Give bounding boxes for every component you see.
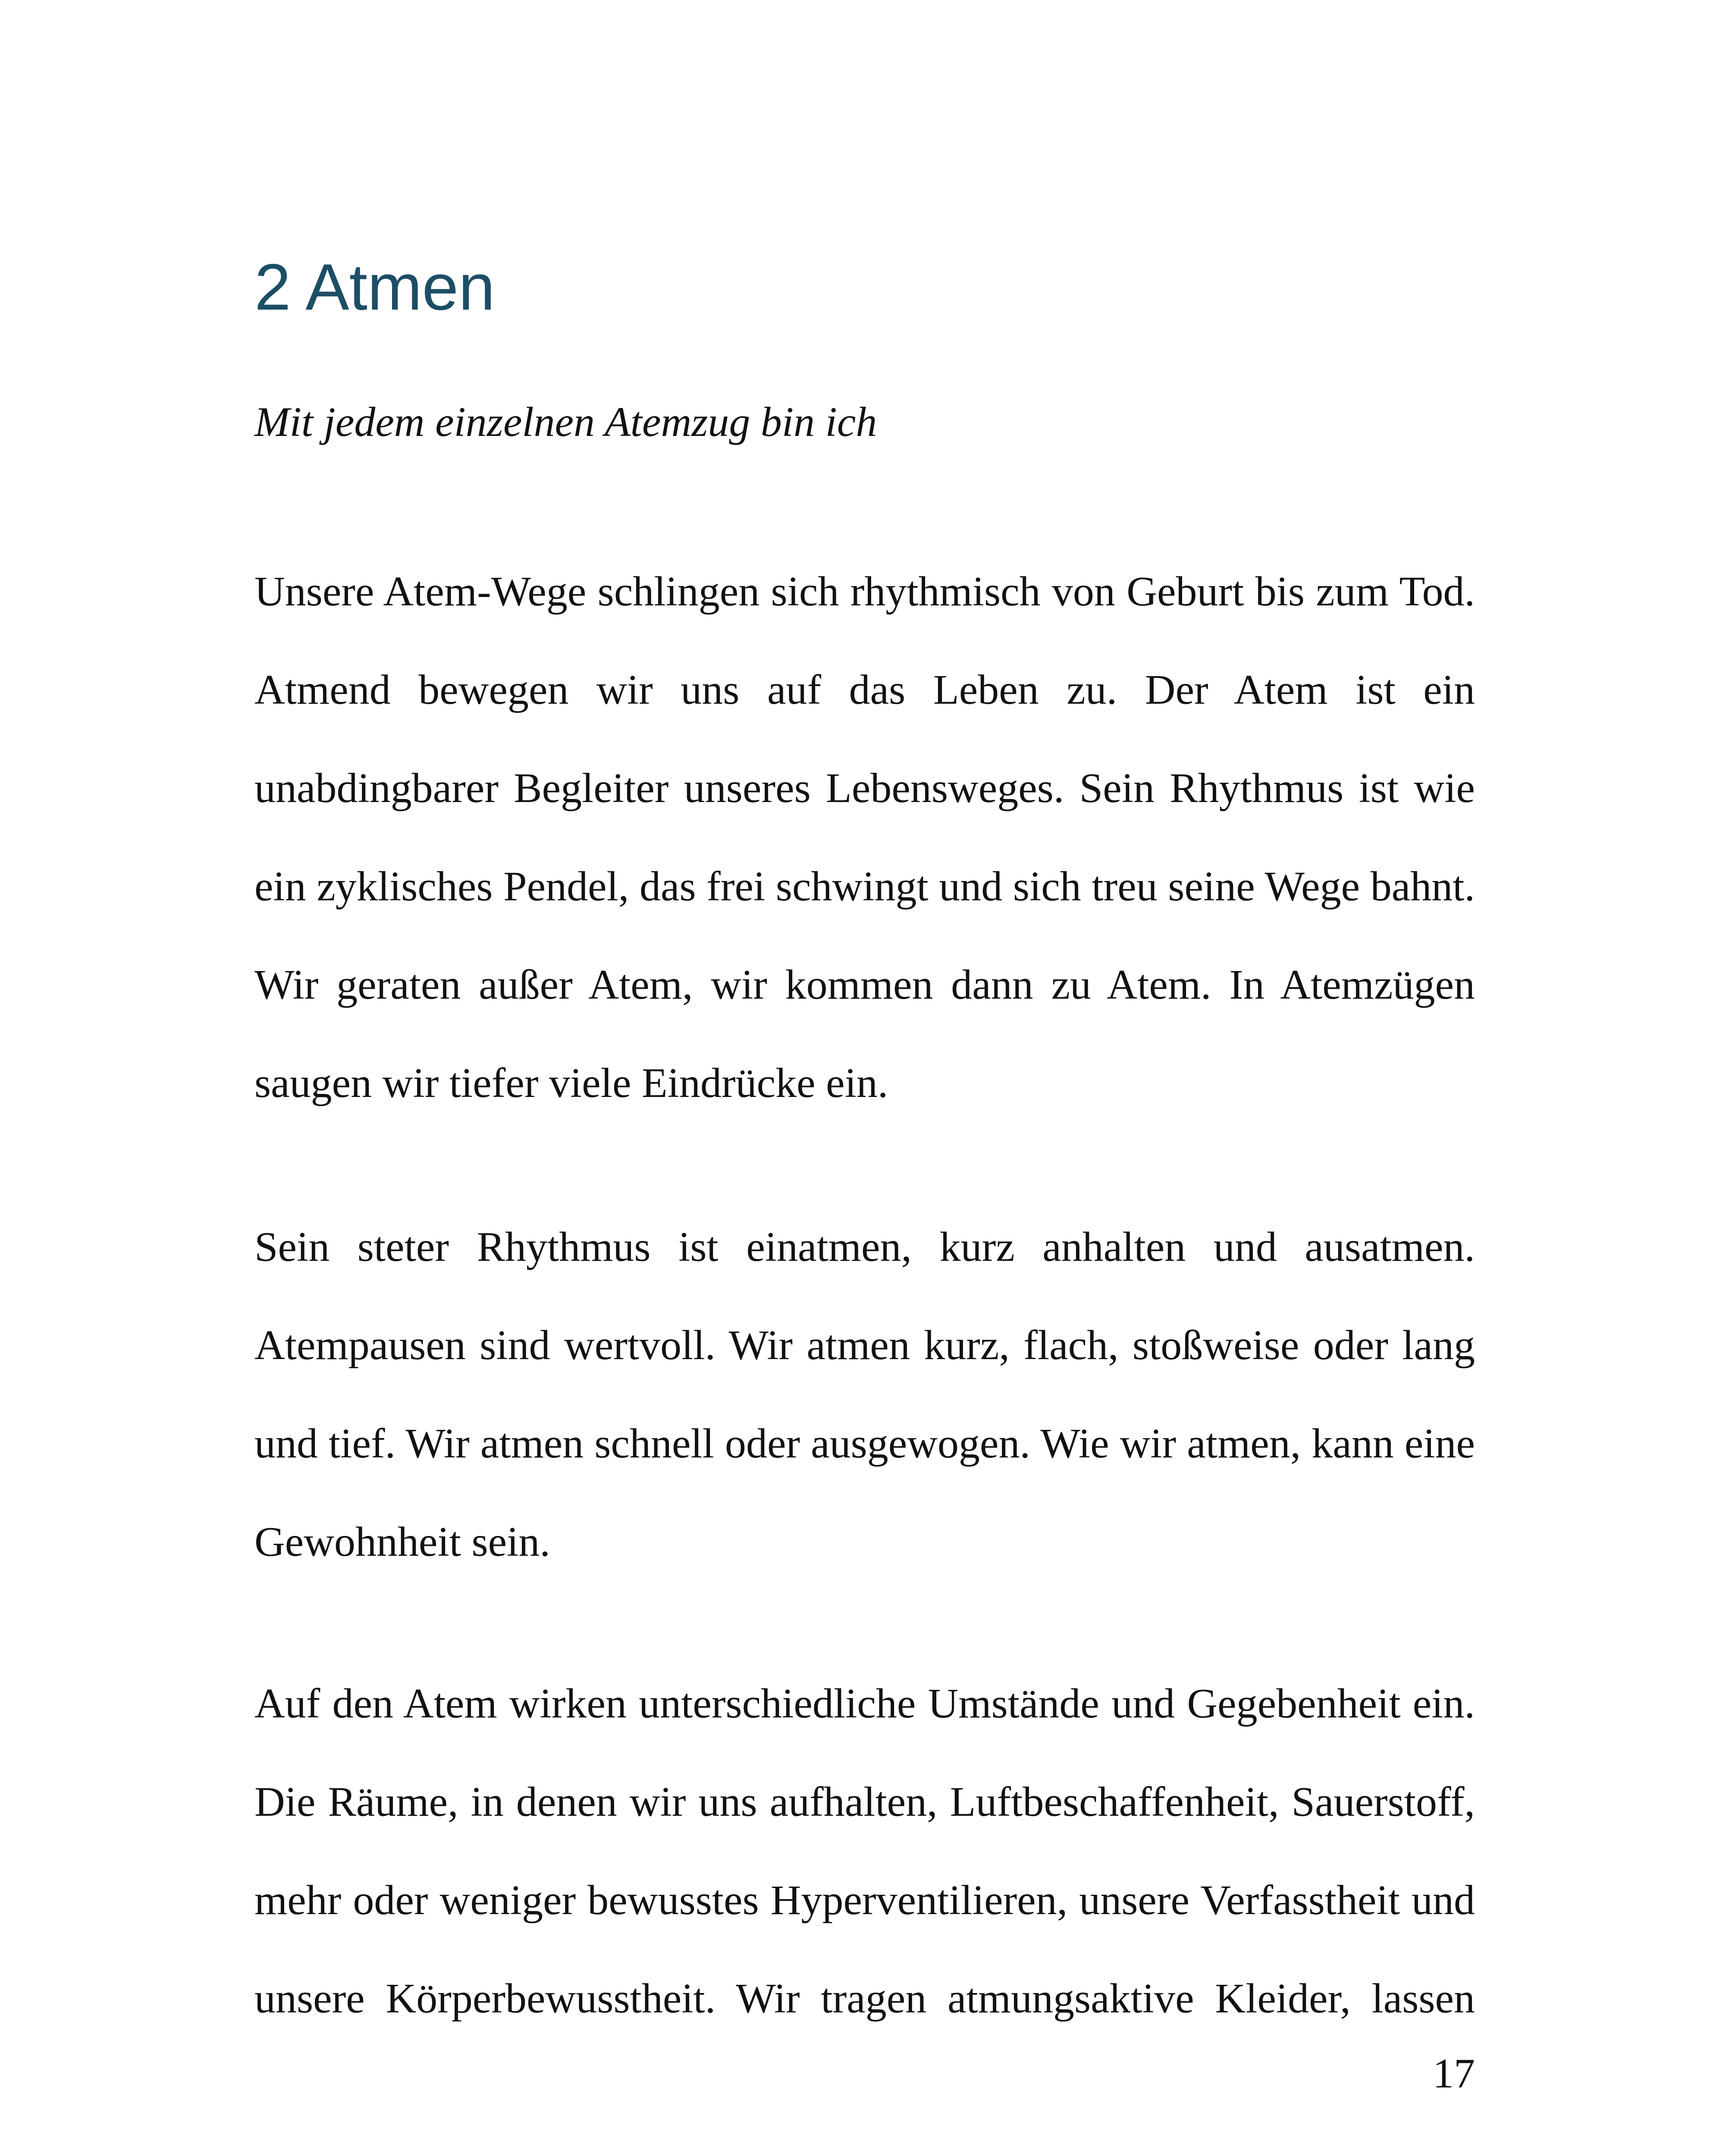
text-line: mehr oder weniger bewusstes Hyperventilieren, unsere Verfasstheit und (254, 1877, 1475, 1924)
chapter-subtitle: Mit jedem einzelnen Atemzug bin ich (254, 399, 877, 445)
text-line: Unsere Atem-Wege schlingen sich rhythmisch von Geburt bis zum Tod. (254, 568, 1475, 615)
text-line: Wir geraten außer Atem, wir kommen dann zu Atem. In Atemzügen (254, 962, 1475, 1008)
text-line: Die Räume, in denen wir uns aufhalten, Luftbeschaffenheit, Sauerstoff, (254, 1779, 1475, 1825)
text-line: Auf den Atem wirken unterschiedliche Umstände und Gegebenheit ein. (254, 1680, 1475, 1727)
text-line: Atempausen sind wertvoll. Wir atmen kurz, flach, stoßweise oder lang (254, 1322, 1475, 1369)
text-line: unabdingbarer Begleiter unseres Lebensweges. Sein Rhythmus ist wie (254, 765, 1475, 812)
text-line: Atmend bewegen wir uns auf das Leben zu. Der Atem ist ein (254, 667, 1475, 713)
paragraph-2 (254, 1198, 1475, 1591)
text-line: unsere Körperbewusstheit. Wir tragen atmungsaktive Kleider, lassen (254, 1975, 1475, 2022)
text-line: und tief. Wir atmen schnell oder ausgewogen. Wie wir atmen, kann eine (254, 1420, 1475, 1467)
paragraph-1 (254, 542, 1475, 1132)
text-line: ein zyklisches Pendel, das frei schwingt und sich treu seine Wege bahnt. (254, 863, 1475, 910)
page-number: 17 (1433, 2050, 1475, 2097)
chapter-heading: 2 Atmen (254, 251, 495, 324)
text-line: Sein steter Rhythmus ist einatmen, kurz anhalten und ausatmen. (254, 1224, 1475, 1270)
paragraph-3 (254, 1655, 1475, 2048)
text-line: Gewohnheit sein. (254, 1519, 550, 1565)
text-line: saugen wir tiefer viele Eindrücke ein. (254, 1060, 888, 1106)
